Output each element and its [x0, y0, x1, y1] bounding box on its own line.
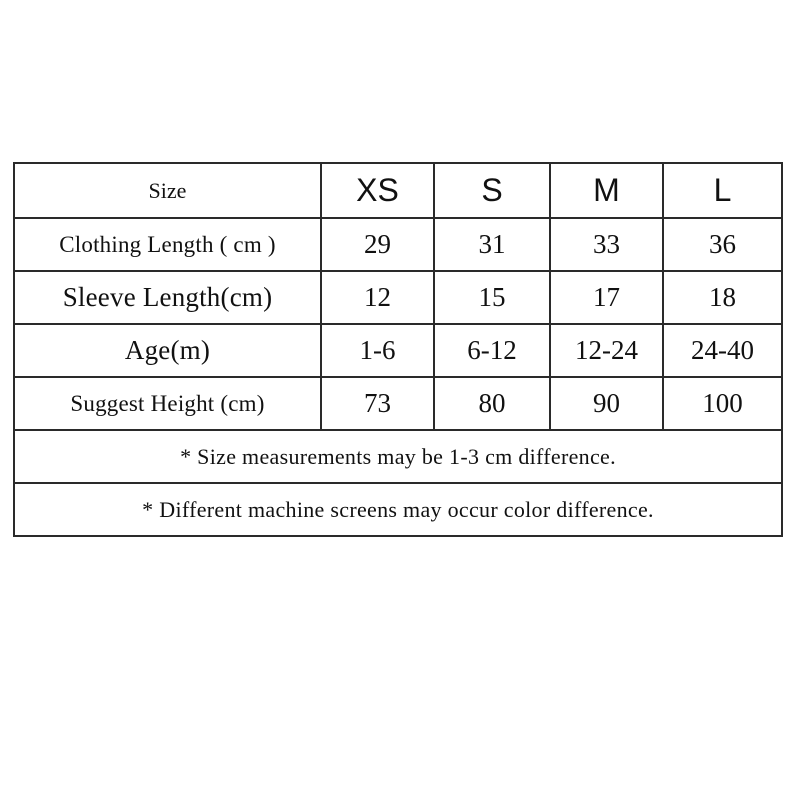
table-cell: 80 [434, 377, 550, 430]
table-cell: 31 [434, 218, 550, 271]
table-cell: 29 [321, 218, 434, 271]
table-cell: 36 [663, 218, 782, 271]
row-label-age: Age(m) [14, 324, 321, 377]
table-cell: 6-12 [434, 324, 550, 377]
table-cell: 15 [434, 271, 550, 324]
table-row [14, 377, 782, 430]
note-row [14, 483, 782, 536]
table-cell: 90 [550, 377, 663, 430]
table-cell: 24-40 [663, 324, 782, 377]
table-header-row [14, 163, 782, 218]
table-row [14, 324, 782, 377]
size-l-header: L [663, 163, 782, 218]
row-label-suggest-height: Suggest Height (cm) [14, 377, 321, 430]
table-cell: 12 [321, 271, 434, 324]
note-measurement-difference: * Size measurements may be 1-3 cm difference. [14, 430, 782, 483]
note-row [14, 430, 782, 483]
table-cell: 18 [663, 271, 782, 324]
table-cell: 33 [550, 218, 663, 271]
size-chart-table [13, 162, 783, 537]
row-label-clothing-length: Clothing Length ( cm ) [14, 218, 321, 271]
size-s-header: S [434, 163, 550, 218]
table-row [14, 271, 782, 324]
table-cell: 73 [321, 377, 434, 430]
size-xs-header: XS [321, 163, 434, 218]
table-row [14, 218, 782, 271]
size-m-header: M [550, 163, 663, 218]
table-cell: 12-24 [550, 324, 663, 377]
table-cell: 17 [550, 271, 663, 324]
size-label-cell: Size [14, 163, 321, 218]
table-cell: 100 [663, 377, 782, 430]
table-cell: 1-6 [321, 324, 434, 377]
note-color-difference: * Different machine screens may occur color difference. [14, 483, 782, 536]
row-label-sleeve-length: Sleeve Length(cm) [14, 271, 321, 324]
